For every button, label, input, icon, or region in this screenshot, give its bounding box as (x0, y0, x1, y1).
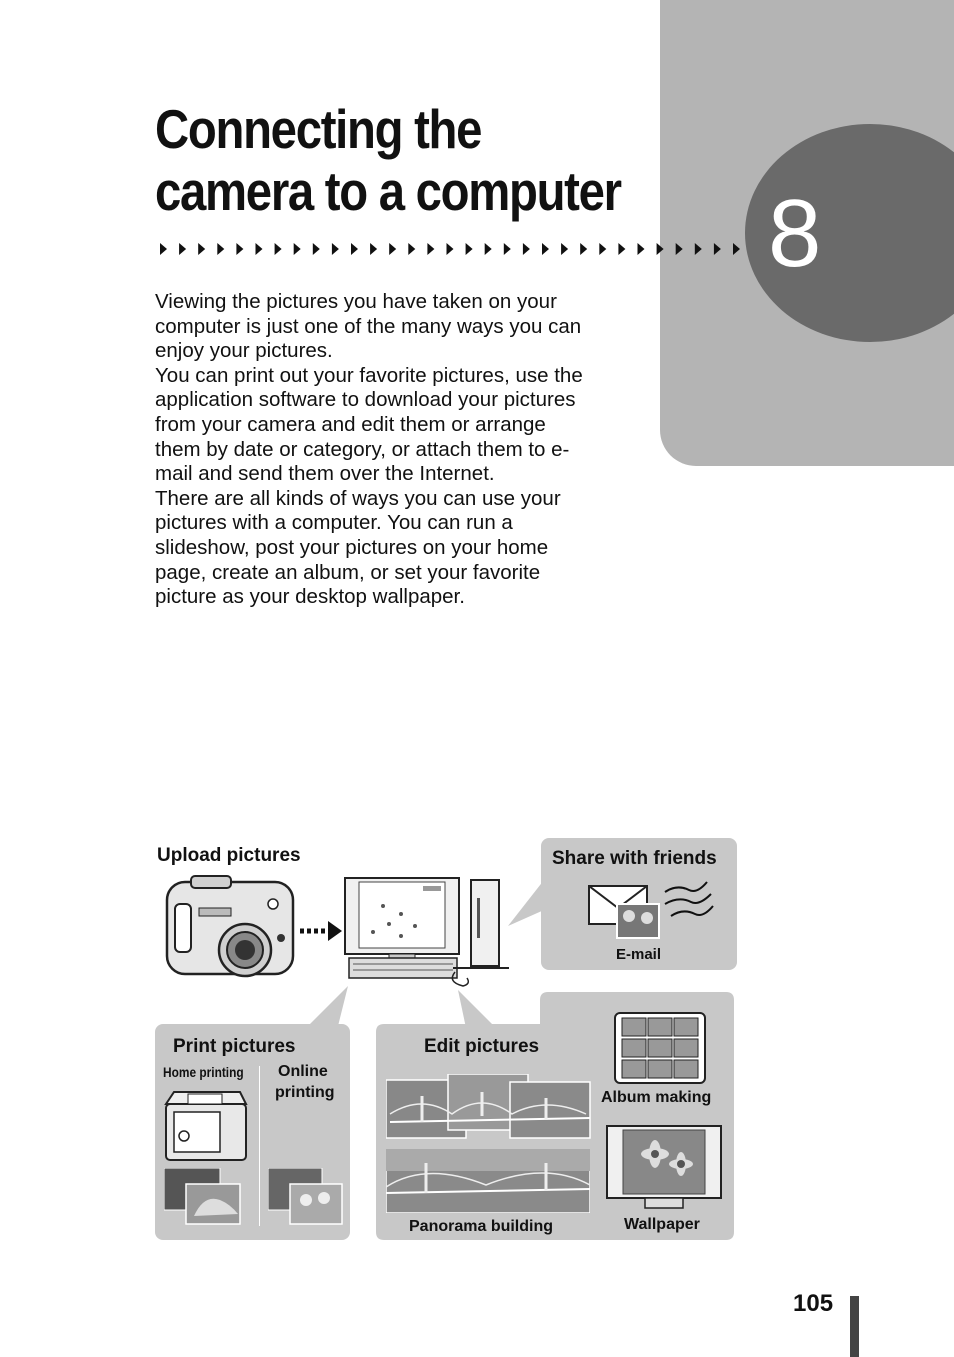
computer-icon (343, 876, 513, 988)
page-edge-bar (850, 1296, 859, 1357)
email-icon (587, 876, 721, 942)
email-label: E-mail (616, 946, 662, 963)
intro-paragraph-1: Viewing the pictures you have taken on your computer is just one of the many ways you can enjoy your pictures. (155, 290, 582, 363)
printer-icon (162, 1088, 248, 1164)
album-grid-icon (614, 1012, 706, 1084)
wallpaper-monitor-icon (605, 1124, 723, 1212)
share-label: Share with friends (552, 848, 717, 869)
home-printing-label: Home printing (163, 1064, 244, 1080)
share-pointer (508, 880, 544, 926)
bridge-photos-icon (386, 1074, 592, 1140)
title-line-2: camera to a computer (155, 160, 621, 222)
online-printing-label-1: Online (278, 1063, 328, 1080)
online-printing-label-2: printing (275, 1084, 335, 1101)
edit-label: Edit pictures (424, 1036, 540, 1057)
camera-icon (163, 874, 298, 982)
chapter-number: 8 (768, 180, 822, 287)
upload-label: Upload pictures (157, 845, 301, 866)
arrow-icon (298, 918, 344, 944)
panorama-photo-icon (386, 1149, 590, 1213)
print-label: Print pictures (173, 1036, 296, 1057)
page-number: 105 (793, 1290, 834, 1317)
intro-paragraph-3: There are all kinds of ways you can use your pictures with a computer. You can run a slideshow, post your pictures on your home page, create an album, or set your favorite picture as your desktop wallpaper. (155, 486, 561, 609)
print-divider (259, 1066, 260, 1226)
intro-text (155, 290, 595, 610)
home-print-photo-icon (164, 1168, 242, 1226)
album-label: Album making (601, 1089, 712, 1106)
page-title (155, 98, 621, 222)
online-print-photo-icon (268, 1168, 344, 1226)
wallpaper-label: Wallpaper (624, 1216, 700, 1233)
arrow-divider (156, 240, 746, 258)
title-line-1: Connecting the (155, 98, 482, 160)
panorama-label: Panorama building (409, 1218, 554, 1235)
print-pointer (308, 986, 352, 1026)
intro-paragraph-2: You can print out your favorite pictures, use the application software to download your pictures from your camera and edit them or arrange them by date or category, or attach them to e-mail and send them over the Internet. (155, 363, 583, 486)
